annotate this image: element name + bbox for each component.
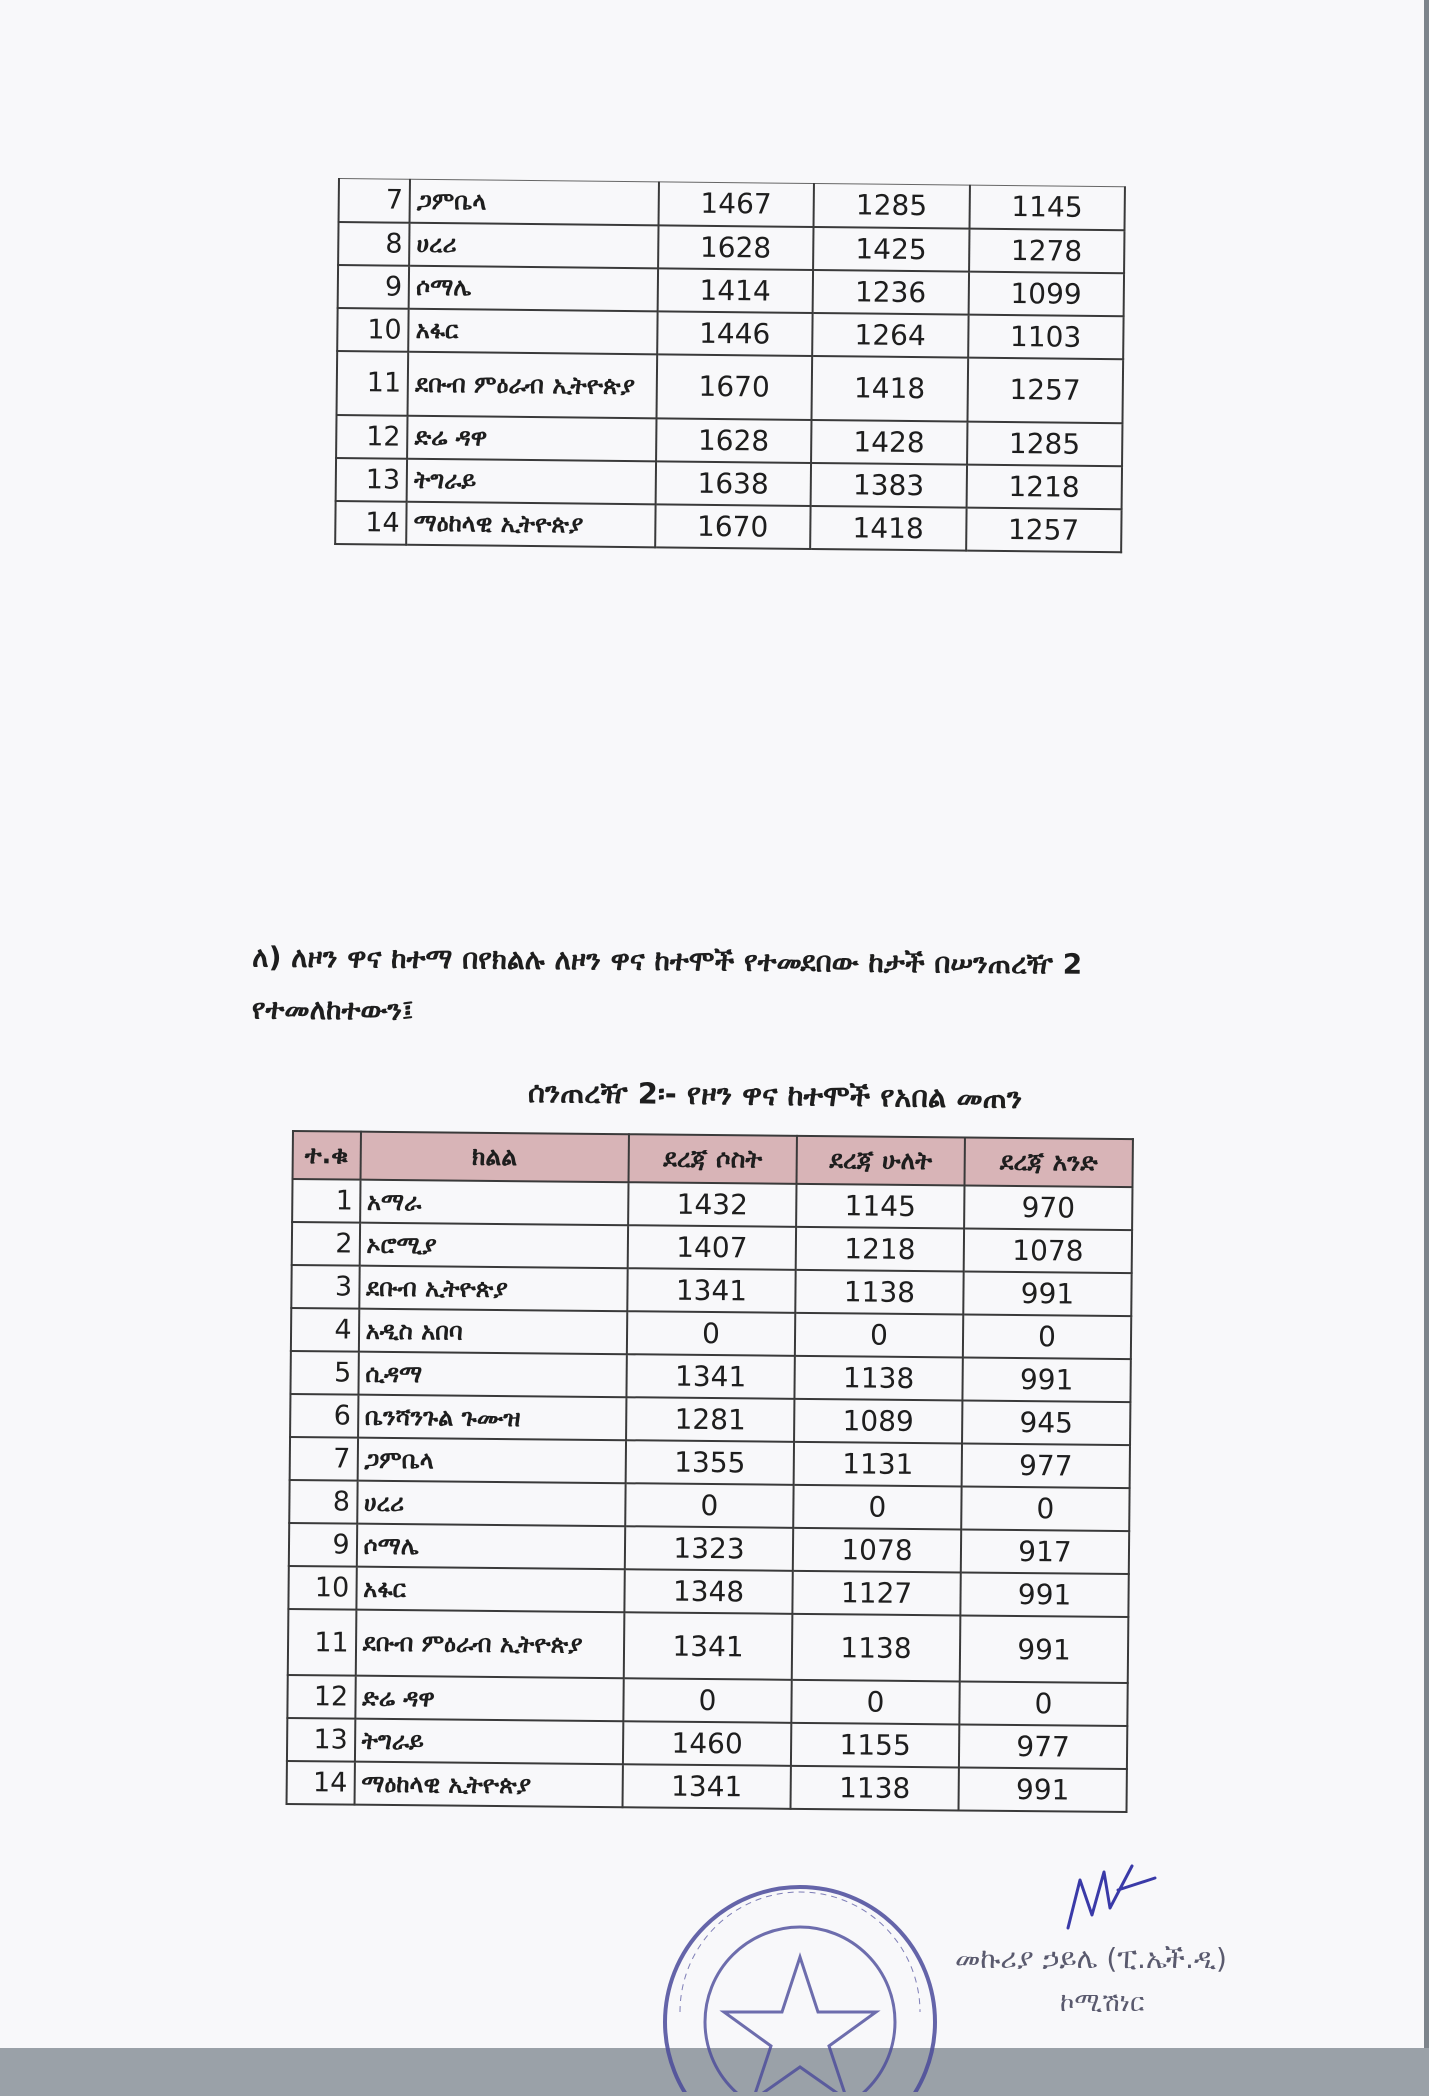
table-row (335, 500, 1121, 551)
table2-caption: ሰንጠረዥ 2፡- የዞን ዋና ከተሞች የአበል መጠን (527, 1074, 1023, 1116)
cell-c3: 1145 (969, 185, 1125, 230)
paragraph-line-2: የተመለከተውን፤ (251, 992, 414, 1027)
cell-c2: 1218 (796, 1227, 964, 1272)
table1-body (335, 179, 1125, 552)
cell-c2: 1418 (810, 505, 966, 550)
cell-c3: 1218 (966, 464, 1122, 509)
cell-c2: 1138 (790, 1766, 958, 1811)
cell-region: አፋር (408, 308, 657, 354)
cell-c2: 0 (795, 1313, 963, 1358)
cell-c2: 1285 (814, 183, 970, 228)
cell-c1: 1341 (622, 1764, 790, 1809)
header-grade-three: ደረጃ ሶስት (628, 1134, 796, 1184)
cell-region: ጋምቤላ (410, 179, 659, 225)
cell-no: 10 (337, 308, 409, 352)
cell-no: 3 (291, 1265, 359, 1309)
cell-no: 13 (336, 457, 408, 501)
cell-c3: 991 (960, 1572, 1128, 1617)
cell-c2: 1089 (794, 1399, 962, 1444)
cell-region: ትግራይ (355, 1719, 624, 1765)
cell-c3: 1285 (967, 421, 1123, 466)
cell-c2: 1127 (792, 1571, 960, 1616)
cell-c1: 0 (625, 1483, 793, 1528)
cell-c2: 0 (791, 1680, 959, 1725)
cell-c3: 1078 (964, 1228, 1132, 1273)
handwritten-signature (1060, 1860, 1160, 1935)
cell-c1: 1341 (626, 1354, 794, 1399)
cell-no: 9 (289, 1523, 357, 1567)
cell-c2: 1383 (811, 462, 967, 507)
table2-body (287, 1179, 1133, 1812)
cell-no: 1 (292, 1179, 360, 1223)
cell-c2: 1131 (794, 1442, 962, 1487)
cell-region: ሀረሪ (409, 222, 658, 268)
cell-c2: 1138 (792, 1614, 961, 1682)
header-region: ክልል (360, 1132, 629, 1183)
cell-c1: 1407 (628, 1225, 796, 1270)
cell-c1: 1348 (624, 1569, 792, 1614)
cell-region: ሀረሪ (357, 1481, 626, 1527)
signer-name: መኩሪያ ኃይሌ (ፒ.ኤች.ዲ) (955, 1942, 1227, 1975)
cell-c3: 991 (958, 1767, 1126, 1812)
cell-region: ድሬ ዳዋ (355, 1676, 624, 1722)
cell-no: 14 (335, 500, 407, 544)
zone-capital-allowance-table (286, 1130, 1134, 1813)
signer-title: ኮሚሽነር (1060, 1988, 1145, 2018)
cell-c1: 1638 (655, 461, 811, 506)
cell-c2: 1138 (795, 1270, 963, 1315)
cell-c2: 1236 (813, 269, 969, 314)
cell-no: 7 (290, 1437, 358, 1481)
cell-c1: 1341 (627, 1268, 795, 1313)
page-edge (1424, 0, 1429, 2048)
cell-region: ደቡብ ኢትዮጵያ (359, 1266, 628, 1312)
cell-region: ደቡብ ምዕራብ ኢትዮጵያ (408, 351, 657, 418)
cell-c1: 1467 (658, 182, 814, 227)
header-no: ተ.ቁ (293, 1131, 361, 1180)
cell-c3: 977 (962, 1443, 1130, 1488)
cell-region: ድሬ ዳዋ (407, 415, 656, 461)
cell-region: ኦሮሚያ (359, 1223, 628, 1269)
cell-c1: 1460 (623, 1721, 791, 1766)
cell-no: 4 (291, 1308, 359, 1352)
cell-c3: 991 (962, 1357, 1130, 1402)
cell-c1: 1355 (626, 1440, 794, 1485)
cell-region: ቤንሻንጉል ጉሙዝ (358, 1395, 627, 1441)
cell-no: 13 (287, 1718, 355, 1762)
cell-no: 14 (287, 1761, 355, 1805)
cell-c2: 1078 (793, 1528, 961, 1573)
cell-no: 9 (338, 265, 410, 309)
cell-c3: 917 (961, 1529, 1129, 1574)
cell-no: 12 (287, 1675, 355, 1719)
cell-no: 11 (288, 1609, 356, 1676)
cell-c2: 0 (793, 1485, 961, 1530)
cell-c1: 1341 (624, 1612, 793, 1680)
table-row (337, 351, 1124, 423)
cell-region: አፋር (356, 1567, 625, 1613)
cell-no: 8 (289, 1480, 357, 1524)
cell-c3: 0 (959, 1681, 1127, 1726)
cell-region: ማዕከላዊ ኢትዮጵያ (406, 501, 655, 547)
cell-c3: 1257 (966, 507, 1122, 552)
table2-header-row (293, 1131, 1133, 1187)
cell-c3: 1257 (967, 357, 1123, 423)
cell-no: 7 (339, 179, 411, 223)
cell-c2: 1145 (796, 1184, 964, 1229)
cell-c3: 977 (959, 1724, 1127, 1769)
cell-region: ማዕከላዊ ኢትዮጵያ (354, 1762, 623, 1808)
cell-c2: 1425 (813, 226, 969, 271)
cell-c1: 1432 (628, 1182, 796, 1227)
signature-icon (1060, 1860, 1160, 1935)
allowance-table-continued (334, 178, 1126, 553)
cell-c1: 1281 (626, 1397, 794, 1442)
cell-c1: 0 (627, 1311, 795, 1356)
cell-no: 6 (290, 1394, 358, 1438)
cell-c3: 1099 (968, 271, 1124, 316)
cell-c3: 991 (963, 1271, 1131, 1316)
cell-region: ሲዳማ (358, 1352, 627, 1398)
cell-no: 2 (292, 1222, 360, 1266)
header-grade-two: ደረጃ ሁለት (796, 1136, 964, 1186)
cell-no: 10 (288, 1566, 356, 1610)
cell-no: 12 (336, 414, 408, 458)
cell-no: 11 (337, 351, 409, 416)
cell-region: አማራ (360, 1180, 629, 1226)
table-row (288, 1609, 1129, 1683)
table-row (287, 1761, 1127, 1812)
cell-c3: 1103 (968, 314, 1124, 359)
cell-c1: 1670 (655, 504, 811, 549)
cell-c3: 1278 (969, 228, 1125, 273)
cell-c3: 0 (963, 1314, 1131, 1359)
cell-c2: 1155 (791, 1723, 959, 1768)
cell-c2: 1264 (812, 312, 968, 357)
section-paragraph (252, 932, 1283, 1045)
cell-c3: 0 (961, 1486, 1129, 1531)
official-seal (640, 1862, 960, 2092)
cell-c2: 1138 (794, 1356, 962, 1401)
cell-c2: 1428 (811, 419, 967, 464)
cell-c1: 0 (623, 1678, 791, 1723)
cell-c1: 1670 (656, 354, 812, 420)
seal-stamp-icon (640, 1862, 960, 2092)
cell-no: 8 (338, 222, 410, 266)
cell-c1: 1628 (658, 225, 814, 270)
cell-region: ሶማሌ (409, 265, 658, 311)
header-grade-one: ደረጃ አንድ (964, 1137, 1132, 1187)
cell-region: ሶማሌ (356, 1524, 625, 1570)
cell-c3: 970 (964, 1185, 1132, 1230)
cell-c1: 1628 (656, 418, 812, 463)
cell-c1: 1446 (657, 311, 813, 356)
cell-region: አዲስ አበባ (358, 1309, 627, 1355)
cell-no: 5 (290, 1351, 358, 1395)
cell-c2: 1418 (812, 355, 968, 421)
cell-c3: 945 (962, 1400, 1130, 1445)
cell-region: ጋምቤላ (357, 1438, 626, 1484)
cell-region: ትግራይ (407, 458, 656, 504)
cell-c1: 1414 (657, 268, 813, 313)
cell-region: ደቡብ ምዕራብ ኢትዮጵያ (355, 1610, 624, 1679)
cell-c3: 991 (960, 1615, 1129, 1683)
paragraph-line-1: ለ) ለዞን ዋና ከተማ በየክልሉ ለዞን ዋና ከተሞች የተመደበው ከታች በሠንጠረዥ 2 (252, 940, 1083, 981)
cell-c1: 1323 (625, 1526, 793, 1571)
